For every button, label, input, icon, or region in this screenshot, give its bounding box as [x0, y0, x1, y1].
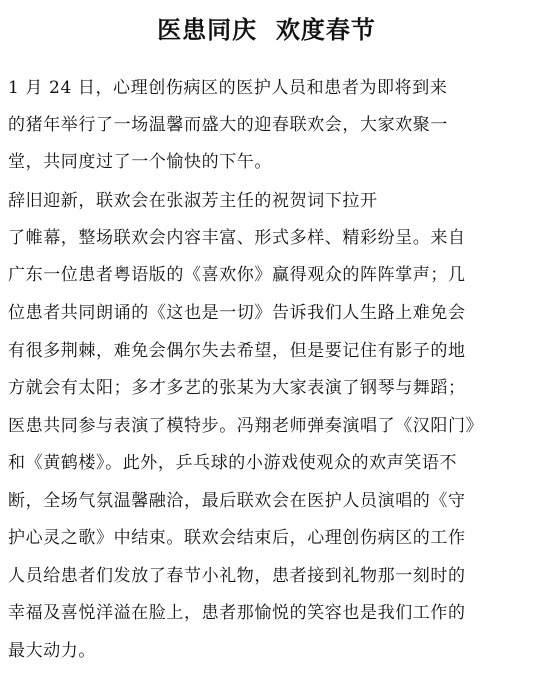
paragraph-1-line-1: 1 月 24 日，心理创伤病区的医护人员和患者为即将到来: [8, 78, 448, 98]
paragraph-2-line-6: 方就会有太阳；多才多艺的张某为大家表演了钢琴与舞蹈；: [8, 378, 466, 398]
paragraph-2-line-8: 和《黄鹤楼》。此外，乒乓球的小游戏使观众的欢声笑语不: [8, 453, 458, 473]
paragraph-2-line-7: 医患共同参与表演了模特步。冯翔老师弹奏演唱了《汉阳门》: [8, 416, 484, 436]
paragraph-1-line-2: 的猪年举行了一场温馨而盛大的迎春联欢会，大家欢聚一: [8, 115, 448, 135]
paragraph-2-line-10: 护心灵之歌》中结束。联欢会结束后，心理创伤病区的工作: [8, 528, 466, 548]
paragraph-2-line-3: 广东一位患者粤语版的《喜欢你》赢得观众的阵阵掌声；几: [8, 265, 466, 285]
paragraph-2-line-2: 了帷幕，整场联欢会内容丰富、形式多样、精彩纷呈。来自: [8, 228, 466, 248]
page-title: 医患同庆 欢度春节: [157, 15, 376, 44]
paragraph-2-line-1: 辞旧迎新，联欢会在张淑芳主任的祝贺词下拉开: [8, 191, 378, 211]
paragraph-1-line-3: 堂，共同度过了一个愉快的下午。: [8, 152, 272, 172]
paragraph-2-line-5: 有很多荆棘，难免会偶尔失去希望，但是要记住有影子的地: [8, 341, 466, 361]
paragraph-2-line-11: 人员给患者们发放了春节小礼物，患者接到礼物那一刻时的: [8, 566, 466, 586]
paragraph-2-line-4: 位患者共同朗诵的《这也是一切》告诉我们人生路上难免会: [8, 303, 466, 323]
paragraph-2-line-12: 幸福及喜悦洋溢在脸上，患者那愉悦的笑容也是我们工作的: [8, 603, 466, 623]
paragraph-2-line-9: 断，全场气氛温馨融洽，最后联欢会在医护人员演唱的《守: [8, 491, 466, 511]
paragraph-2-line-13: 最大动力。: [8, 641, 96, 661]
